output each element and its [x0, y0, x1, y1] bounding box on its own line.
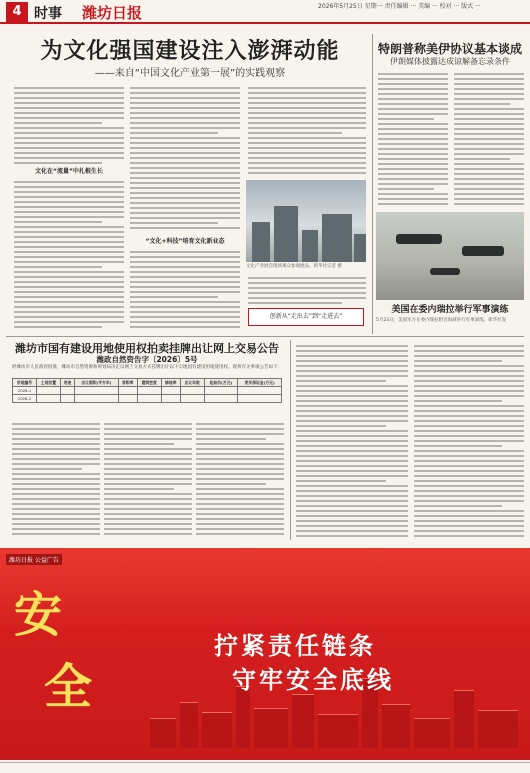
- table-header: 出让年限: [180, 379, 204, 387]
- lead-body-col2: [130, 84, 240, 232]
- banner-char-1: 安: [14, 587, 63, 643]
- page-number: 4: [6, 2, 28, 22]
- sidebar-photo-title: 美国在委内瑞拉举行军事演练: [391, 305, 509, 315]
- notice-body-col5: [414, 342, 524, 542]
- notice-divider: [290, 340, 291, 540]
- lead-subhead-2: “文化+科技”培育文化新业态: [145, 238, 225, 245]
- notice-body-col1: [12, 420, 100, 540]
- table-header: 绿地率: [161, 379, 180, 387]
- table-header: 竞买保证金(万元): [238, 379, 282, 387]
- lead-photo: [246, 180, 366, 262]
- table-cell: [204, 387, 238, 395]
- table-cell: 2026-1: [13, 387, 37, 395]
- lead-body-col2b: [130, 248, 240, 330]
- table-cell: [118, 395, 137, 403]
- lead-headline: 为文化强国建设注入澎湃动能: [40, 38, 340, 64]
- table-cell: [118, 387, 137, 395]
- table-cell: [180, 395, 204, 403]
- table-row: [13, 395, 282, 403]
- lead-body-col1: [14, 84, 124, 164]
- sidebar-photo: [376, 212, 524, 300]
- page-footer: [0, 762, 530, 773]
- lead-photo-caption: 文化产业展会现场观众参观展品。新华社记者 摄: [246, 264, 342, 269]
- table-cell: [204, 395, 238, 403]
- lead-body-col3: [248, 84, 366, 176]
- notice-title: 潍坊市国有建设用地使用权拍卖挂牌出让网上交易公告: [15, 342, 279, 355]
- banner-characters: [14, 576, 134, 746]
- banner-slogan-2: 守牢安全底线: [232, 665, 394, 694]
- table-cell: [137, 395, 161, 403]
- notice-subtitle: 潍政自然资告字〔2026〕5号: [96, 355, 198, 364]
- banner-tag: 潍坊日报 公益广告: [6, 554, 62, 565]
- table-row: [13, 387, 282, 395]
- table-cell: [37, 395, 61, 403]
- table-header: 容积率: [118, 379, 137, 387]
- table-cell: [238, 395, 282, 403]
- notice-body-col2: [104, 420, 192, 540]
- table-cell: [61, 395, 75, 403]
- table-cell: [161, 395, 180, 403]
- public-service-banner: [0, 548, 530, 760]
- table-cell: [75, 395, 119, 403]
- lead-body-col3b: [248, 274, 366, 306]
- notice-body-col3: [196, 420, 284, 540]
- table-cell: [137, 387, 161, 395]
- lead-boxed-subhead: 创新从“走出去”到“走进去”: [248, 308, 364, 326]
- masthead: [0, 0, 530, 24]
- table-cell: [61, 387, 75, 395]
- newspaper-logo: 潍坊日报: [82, 4, 143, 22]
- sidebar-subheadline: 伊朗媒体披露达成谅解备忘录条件: [390, 57, 510, 66]
- section-divider: [6, 336, 524, 337]
- table-cell: 2026-2: [13, 395, 37, 403]
- parcel-table: [12, 378, 282, 403]
- parcel-table-header-row: [13, 379, 282, 387]
- table-cell: [75, 387, 119, 395]
- lead-subhead-1: 文化在“流量”中扎根生长: [35, 168, 103, 175]
- table-header: 土地位置: [37, 379, 61, 387]
- table-cell: [238, 387, 282, 395]
- section-name: 时事: [34, 6, 62, 22]
- sidebar-headline: 特朗普称美伊协议基本谈成: [377, 42, 522, 56]
- table-header: 起始价(万元): [204, 379, 238, 387]
- notice-body-col4: [296, 342, 408, 542]
- table-header: 宗地编号: [13, 379, 37, 387]
- table-cell: [37, 387, 61, 395]
- banner-char-2: 全: [44, 659, 93, 715]
- lead-body-col1b: [14, 178, 124, 328]
- table-header: 建筑密度: [137, 379, 161, 387]
- column-divider: [372, 34, 373, 334]
- sidebar-body-col1: [378, 70, 448, 208]
- table-cell: [180, 387, 204, 395]
- sidebar-photo-caption: 5月23日，美国军方在委内瑞拉附近海域举行军事演练。新华社发: [376, 318, 507, 323]
- banner-slogan-1: 拧紧责任链条: [214, 631, 376, 660]
- table-header: 用途: [61, 379, 75, 387]
- sidebar-body-col2: [454, 70, 524, 208]
- table-cell: [161, 387, 180, 395]
- lead-subheadline: ——来自“中国文化产业第一展”的实践观察: [94, 68, 286, 79]
- table-header: 出让面积(平方米): [75, 379, 119, 387]
- masthead-meta: 2026年5月25日 星期一 责任编辑 ··· 美编 ··· 校对 ··· 版式 ···: [318, 3, 481, 10]
- notice-intro: 经潍坊市人民政府批准，潍坊市自然资源和规划局决定以网上交易方式挂牌出让以下宗地国有建设用地使用权。现将有关事项公告如下：: [12, 365, 282, 370]
